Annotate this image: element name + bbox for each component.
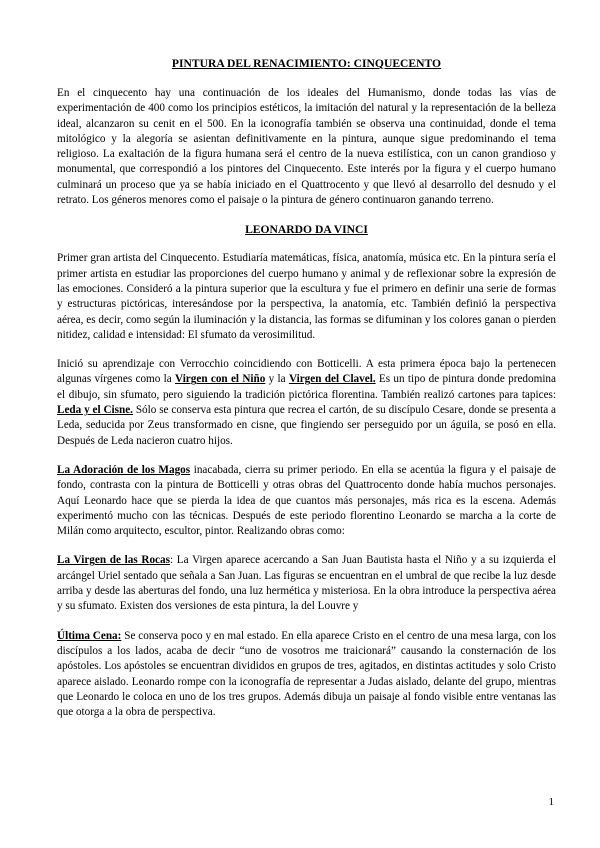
work-virgen-de-las-rocas: La Virgen de las Rocas [57,554,170,567]
p2-text-4: Sólo se conserva esta pintura que recrea el cartón, de su discípulo Cesare, donde se presenta a Leda, seducida por Zeus transformado en cisne, que fingiendo ser perseguido por un águila, se posó en ella. Después de Leda nacieron cuatro hijos. [57,404,557,447]
paragraph-5 [57,629,556,721]
work-adoracion-de-los-magos: La Adoración de los Magos [57,463,191,476]
paragraph-2 [57,357,556,449]
p5-text-1: Se conserva poco y en mal estado. En ella aparece Cristo en el centro de una mesa larga, con los discípulos a los lados, acaba de decir “uno de vosotros me traicionará” causando la consternación de los apóstoles. Los apóstoles se encuentran divididos en grupos de tres, agitados, en distintas actitudes y solo Cristo aparece aislado. Leonardo rompe con la iconografía de representar a Judas aislado, delante del grupo, mientras que Leonardo le coloca en uno de los tres grupos. Además dibuja un paisaje al fondo visible entre ventanas las que otorga a la obra de perspectiva. [57,629,556,719]
p4-text-1: : La Virgen aparece acercando a San Juan Bautista hasta el Niño y a su izquierda el arcángel Uriel sentado que señala a San Juan. Las figuras se encuentran en el umbral de que recibe la luz desde arriba y desde las aberturas del fondo, una luz hermética y misteriosa. En la obra introduce la perspectiva aérea y su sfumato. Existen dos versiones de esta pintura, la del Louvre y [57,554,557,613]
paragraph-4 [57,553,556,614]
p2-text-1: Inició su aprendizaje con Verrocchio coincidiendo con Botticelli. A esta primera época bajo la pertenecen algunas vírgenes como la [57,358,556,386]
work-virgen-del-clavel: Virgen del Clavel. [288,373,376,386]
paragraph-1: Primer gran artista del Cinquecento. Estudiaría matemáticas, física, anatomía, música etc. En la pintura sería el primer artista en estudiar las proporciones del cuerpo humano y animal y de reflexionar sobre la expresión de las emociones. Consideró a la pintura superior que la escultura y fue el primero en definir una serie de formas y estructuras pictóricas, interesándose por la perspectiva, la anatomía, etc. También definió la perspectiva aérea, es decir, como según la iluminación y la distancia, las formas se difuminan y los colores ganan o pierden nitidez, calidad e intensidad: El sfumato da verosimilitud. [57,252,556,341]
work-leda-y-el-cisne: Leda y el Cisne. [57,404,133,417]
work-ultima-cena: Última Cena: [57,629,122,642]
p2-text-2: y la [265,373,289,386]
intro-paragraph: En el cinquecento hay una continuación de los ideales del Humanismo, donde todas las vías de experimentación de 400 como los principios estéticos, la imitación del natural y la representación de la belleza ideal, alcanzaron su cenit en el 500. En la iconografía también se observa una continuidad, donde el tema mitológico y la alegoría se asientan definitivamente en la pintura, aunque sigue predominando el tema religioso. La exaltación de la figura humana será el centro de la nueva estilística, con un canon grandioso y monumental, que correspondió a los pintores del Cinquecento. Este interés por la figura y el cuerpo humano culminará un proceso que ya se había iniciado en el Quattrocento y que llevó al desarrollo del desnudo y el retrato. Los géneros menores como el paisaje o la pintura de género continuaron ganando terreno. [57,87,556,207]
page-number: 1 [548,796,554,808]
document-title: PINTURA DEL RENACIMIENTO: CINQUECENTO [171,57,442,70]
document-body [57,56,556,720]
work-virgen-con-el-nino: Virgen con el Niño [175,373,266,386]
paragraph-3 [57,463,556,539]
section-title: LEONARDO DA VINCI [245,223,368,237]
p2-text-3: Es un tipo de pintura donde predomina el dibujo, sin sfumato, pero siguiendo la tradición pictórica florentina. También realizó cartones para tapices: [57,373,556,401]
p3-text-1: inacabada, cierra su primer periodo. En ella se acentúa la figura y el paisaje de fondo, contrasta con la pintura de Botticelli y otras obras del Quattrocento donde había muchos personajes. Aquí Leonardo hace que se pierda la idea de que cuantos más personajes, más rica es la escena. Además experimentó mucho con las técnicas. Después de este periodo florentino Leonardo se marcha a la corte de Milán como arquitecto, escultor, pintor. Realizando obras como: [57,463,556,538]
